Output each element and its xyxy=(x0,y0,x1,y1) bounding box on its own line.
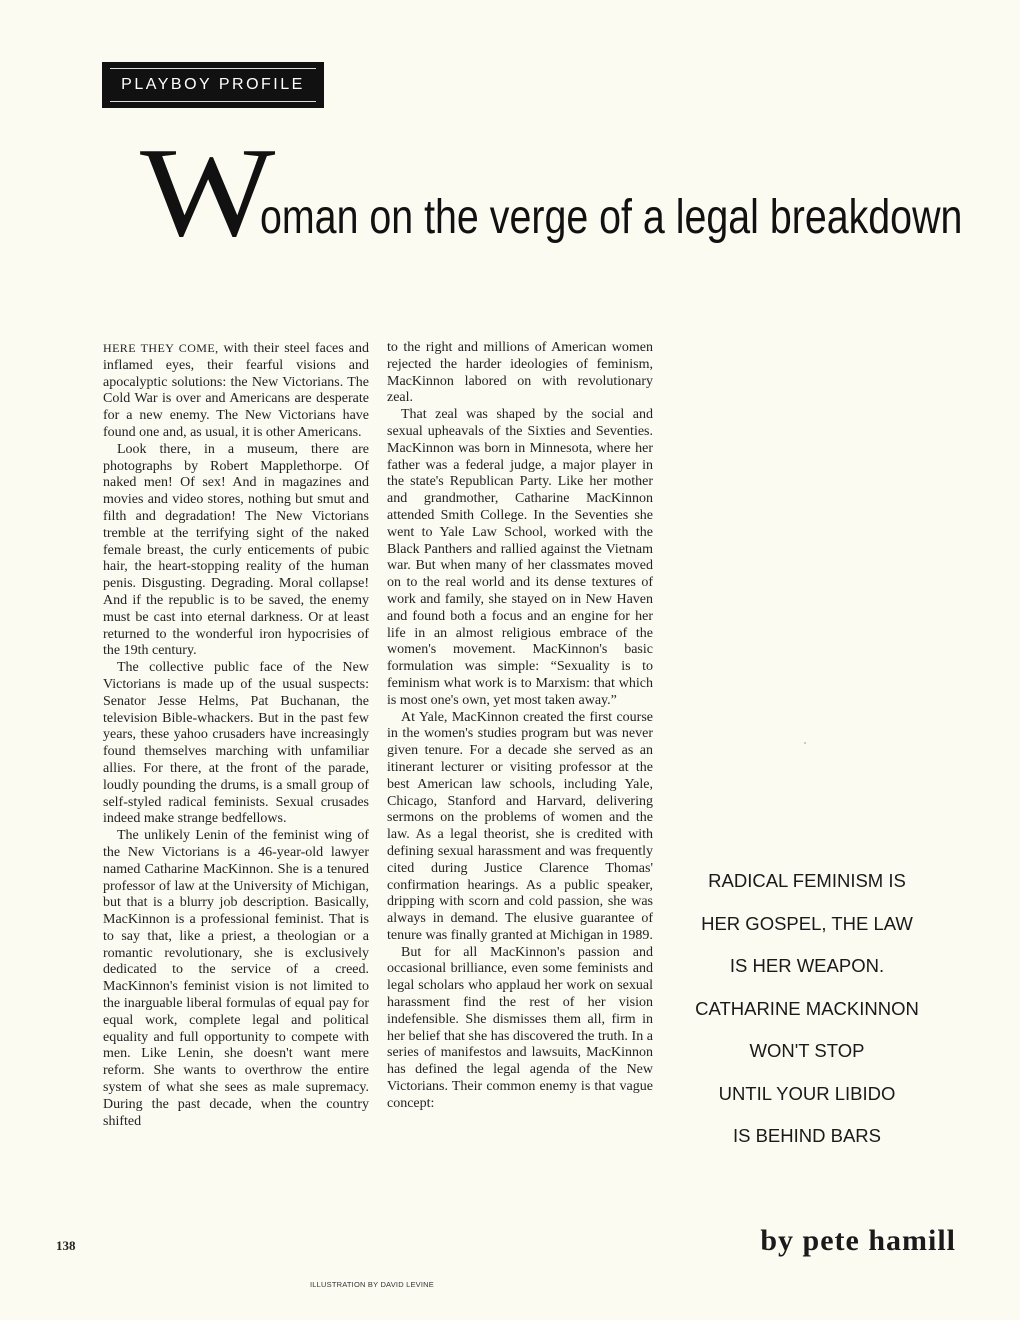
headline xyxy=(140,121,970,263)
rubric-rule-top xyxy=(110,68,316,69)
paragraph: At Yale, MacKinnon created the first course in the women's studies program but was never given tenure. For a decade she served as an itinerant lecturer or visiting professor at the best American law schools, including Yale, Chicago, Stanford and Harvard, delivering sermons on the problems of women and the law. As a legal theorist, she is credited with defining sexual harassment and was frequently cited during Justice Clarence Thomas' confirmation hearings. As a public speaker, dripping with scorn and cold passion, she was always in demand. The elusive guarantee of tenure was finally granted at Michigan in 1989. xyxy=(387,709,653,943)
section-rubric xyxy=(102,62,324,108)
paragraph: Look there, in a museum, there are photographs by Robert Mapplethorpe. Of naked men! Of sex! And in magazines and movies and video stores, nothing but smut and filth and degradation! The New Victorians tremble at the terrifying sight of the naked female breast, the curly enticements of pubic hair, the heart-stopping reality of the human penis. Disgusting. Degrading. Moral collapse! And if the republic is to be saved, the enemy must be cast into eternal darkness. Or at least returned to the wonderful iron hypocrisies of the 19th century. xyxy=(103,441,369,659)
pull-quote-line: IS BEHIND BARS xyxy=(732,1125,882,1146)
pull-quote-line: RADICAL FEMINISM IS xyxy=(708,870,906,891)
article-column-2 xyxy=(387,340,653,1113)
scan-speck xyxy=(804,742,806,744)
paragraph xyxy=(103,340,369,442)
headline-text: oman on the verge of a legal breakdown xyxy=(260,191,963,244)
paragraph-text: with their steel faces and inflamed eyes, their fearful visions and apocalyptic solutions: the New Victorians. The Cold War is over and Americans are desperate for a new enemy. The New Victorians have found one and, as usual, it is other Americans. xyxy=(103,341,369,440)
pull-quote-line: CATHARINE MACKINNON xyxy=(695,997,919,1019)
lead-in: HERE THEY COME, xyxy=(103,341,219,355)
paragraph: The unlikely Lenin of the feminist wing of the New Victorians is a 46-year-old lawyer named Catharine MacKinnon. She is a tenured professor of law at the University of Michigan, but that is a blurry job description. Basically, MacKinnon is a professional feminist. That is to say that, like a priest, a theologian or a romantic revolutionary, she is exclusively dedicated to the service of a creed. MacKinnon's feminist vision is not limited to the inarguable liberal formulas of equal pay for equal work, complete legal and political equality and full opportunity to compete with men. Like Lenin, she doesn't want mere reform. She wants to overthrow the entire system of what she sees as male supremacy. During the past decade, when the country shifted xyxy=(103,828,369,1129)
paragraph: The collective public face of the New Victorians is made up of the usual suspects: Senator Jesse Helms, Pat Buchanan, the television Bible-whackers. But in the past few years, these yahoo crusaders have increasingly found themselves marching with unfamiliar allies. For there, at the front of the parade, loudly pounding the drums, is a small group of self-styled radical feminists. Sexual crusades indeed make strange bedfellows. xyxy=(103,660,369,827)
paragraph: That zeal was shaped by the social and sexual upheavals of the Sixties and Seventies. MacKinnon was born in Minnesota, where her father was a federal judge, a major player in the state's Republican Party. Like her mother and grandmother, Catharine MacKinnon attended Smith College. In the Seventies she went to Yale Law School, worked with the Black Panthers and rallied against the Vietnam war. But when many of her classmates moved on to the real world and its dense textures of work and family, she stayed on in New Haven and found both a focus and an engine for her life in an almost religious embrace of the women's movement. MacKinnon's basic formulation was simple: “Sexuality is to feminism what work is to Marxism: that which is most one's own, yet most taken away.” xyxy=(387,407,653,708)
pull-quote-line: UNTIL YOUR LIBIDO xyxy=(718,1082,896,1104)
pull-quote-line: WON'T STOP xyxy=(749,1040,865,1061)
page-number: 138 xyxy=(56,1238,76,1253)
illustration-credit: ILLUSTRATION BY DAVID LEVINE xyxy=(310,1280,434,1289)
pull-quote-line: HER GOSPEL, THE LAW xyxy=(701,912,913,934)
article-column-1 xyxy=(103,340,369,1130)
pull-quote xyxy=(652,860,962,1158)
paragraph: to the right and millions of American women rejected the harder ideologies of feminism, MacKinnon labored on with revolutionary zeal. xyxy=(387,340,653,406)
rubric-label: PLAYBOY PROFILE xyxy=(121,76,305,93)
pull-quote-line: IS HER WEAPON. xyxy=(729,955,885,976)
headline-dropcap: W xyxy=(140,121,276,263)
paragraph: But for all MacKinnon's passion and occasional brilliance, even some feminists and legal scholars who applaud her work on sexual harassment find the rest of her vision indefensible. She dismisses them all, firm in her belief that she has discovered the truth. In a series of manifestos and lawsuits, MacKinnon has defined the legal agenda of the New Victorians. Their common enemy is that vague concept: xyxy=(387,944,653,1111)
rubric-rule-bottom xyxy=(110,101,316,102)
byline: by pete hamill xyxy=(760,1224,956,1257)
